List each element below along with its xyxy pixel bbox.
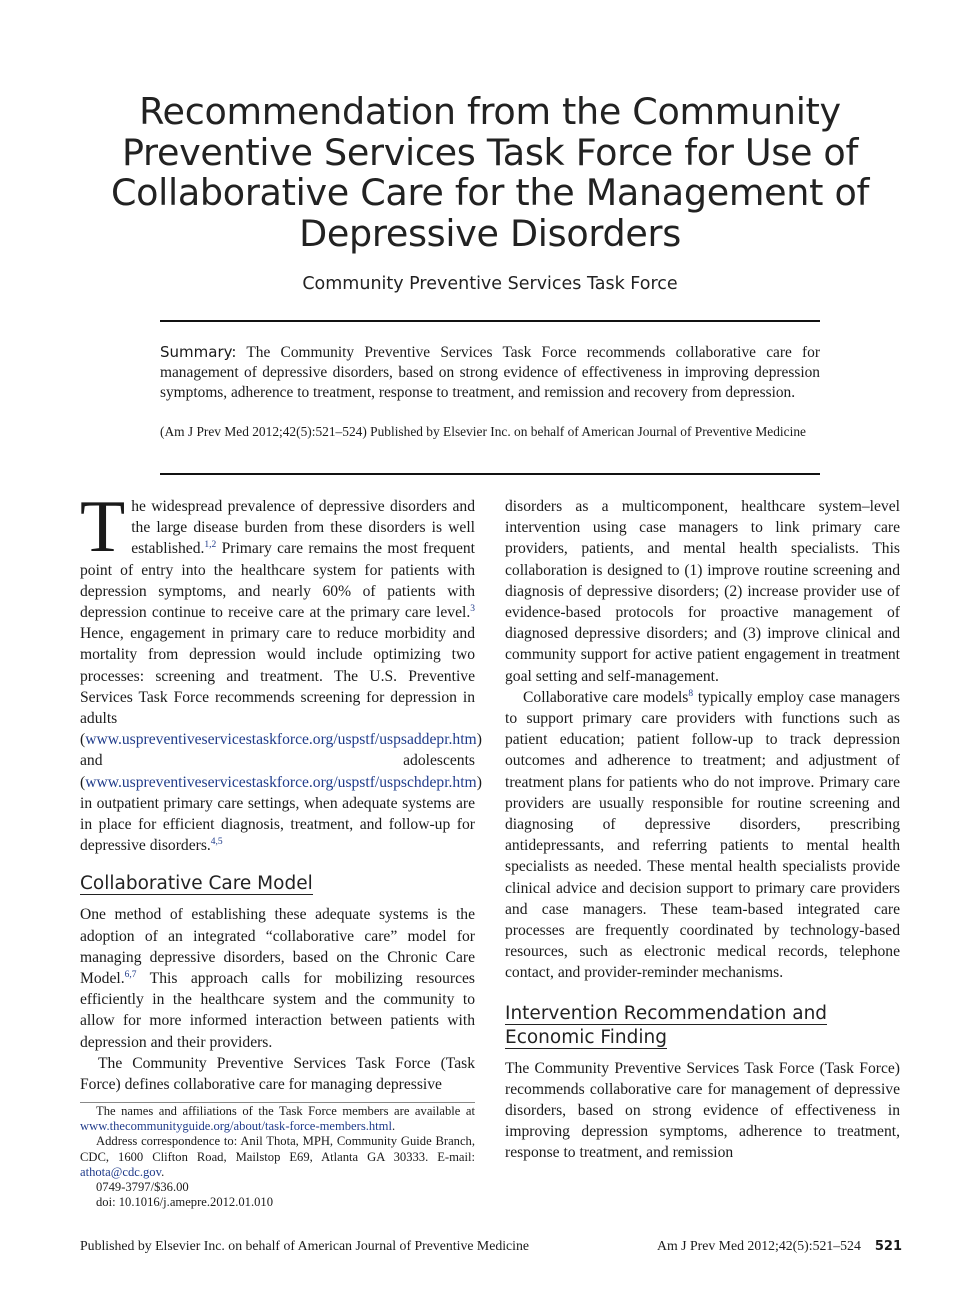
article-author: Community Preventive Services Task Force: [302, 274, 678, 294]
page-footer: [80, 1238, 902, 1258]
reference-6-7[interactable]: 6,7: [124, 970, 137, 981]
intro-text-b: Primary care remains the most frequent point of entry into the healthcare system for patients with depression symptoms, and nearly 60% of patients with depression continue to receive care at the primary care level.: [80, 540, 475, 622]
adolescent-screening-link[interactable]: www.uspreventiveservicestaskforce.org/uspstf/uspschdepr.htm: [85, 773, 477, 791]
summary-text: The Community Preventive Services Task Force recommends collaborative care for management of depressive disorders, based on strong evidence of effectiveness in improving depression symptoms, adherence to treatment, response to treatment, and remission and recovery from depression.: [160, 344, 820, 401]
models-paragraph: [505, 687, 900, 984]
adult-screening-link[interactable]: www.uspreventiveservicestaskforce.org/uspstf/uspsaddepr.htm: [85, 731, 477, 749]
footnote-correspondence: Address correspondence to: Anil Thota, MPH, Community Guide Branch, CDC, 1600 Clifton Road, Mailstop E69, Atlanta GA 30333. E-mail: athota@cdc.gov.: [80, 1134, 475, 1179]
heading-intervention-recommendation: [505, 1002, 900, 1050]
task-force-members-link[interactable]: www.thecommunityguide.org/about/task-force-members.html: [80, 1119, 392, 1134]
models-text-b: typically employ case managers to support primary care providers with functions such as patient education; patient follow-up to track depression outcomes and adherence to treatment; and adjustment of treatment plans for patients who do not improve. Primary care providers are usually responsible for routine screening and diagnosing of depressive disorders, prescribing antidepressants, and referring patients to mental health specialists as needed. These mental health specialists provide clinical advice and decision support to primary care providers and case managers. These team-based integrated care processes are frequently coordinated by technology-based resources, such as electronic medical records, telephone contact, and provider-reminder mechanisms.: [505, 688, 900, 982]
model-paragraph: [80, 904, 475, 1052]
heading-2-text: Intervention Recommendation and Economic Finding: [505, 1002, 828, 1048]
intro-paragraph: [80, 486, 482, 856]
intro-text-e: ) in outpatient primary care settings, when adequate systems are in place for efficient diagnosis, treatment, and follow-up for depressive disorders.: [80, 773, 482, 855]
definition-paragraph-start: The Community Preventive Services Task Force (Task Force) defines collaborative care for managing depressive: [80, 1054, 475, 1094]
summary-label: Summary:: [160, 343, 237, 361]
page-number: 521: [874, 1239, 902, 1254]
summary-top-rule: [160, 320, 820, 322]
footer-journal-ref: Am J Prev Med 2012;42(5):521–524: [656, 1238, 861, 1253]
footnotes: [80, 1104, 475, 1210]
footer-publisher: Published by Elsevier Inc. on behalf of American Journal of Preventive Medicine: [80, 1238, 530, 1253]
model-text-b: This approach calls for mobilizing resources efficiently in the healthcare system and the community to allow for more informed interaction between patients with depression and their providers.: [80, 970, 475, 1051]
left-column: [80, 486, 482, 1095]
heading-1-text: Collaborative Care Model: [80, 873, 313, 895]
footnote-rule: [80, 1102, 475, 1103]
heading-collaborative-care-model: [80, 872, 475, 896]
models-text-a: Collaborative care models: [523, 688, 689, 706]
intro-text-a: he widespread prevalence of depressive disorders and the large disease burden from these disorders is well established.: [131, 498, 475, 558]
summary-bottom-rule: [160, 473, 820, 475]
model-text-a: One method of establishing these adequate systems is the adoption of an integrated “collaborative care” model for managing depressive disorders, based on the Chronic Care Model.: [80, 906, 475, 988]
drop-cap: T: [80, 486, 126, 568]
reference-3[interactable]: 3: [470, 604, 475, 615]
right-column: [505, 496, 900, 1164]
footer-journal: [657, 1238, 902, 1254]
footnote-members: The names and affiliations of the Task Force members are available at www.thecommunityguide.org/about/task-force-members.html.: [80, 1104, 475, 1134]
footnote-doi: doi: 10.1016/j.amepre.2012.01.010: [96, 1195, 273, 1210]
footnote-members-text: The names and affiliations of the Task Force members are available at: [96, 1104, 475, 1118]
definition-paragraph-continued: disorders as a multicomponent, healthcare system–level intervention using case managers to link primary care providers, patients, and mental health specialists. This collaboration is designed to (1) improve routine screening and diagnosis of depressive disorders; (2) increase provider use of evidence-based protocols for proactive management of diagnosed depressive disorders; and (3) improve clinical and community support for active patient engagement in treatment goal setting and self-management.: [505, 498, 900, 685]
summary-block: [160, 342, 820, 403]
citation-line: (Am J Prev Med 2012;42(5):521–524) Published by Elsevier Inc. on behalf of American Journal of Preventive Medicine: [160, 424, 806, 439]
email-link[interactable]: athota@cdc.gov: [80, 1164, 162, 1179]
reference-4-5[interactable]: 4,5: [210, 837, 223, 848]
reference-8[interactable]: 8: [688, 688, 694, 699]
intro-text-d: ) and adolescents (: [80, 731, 482, 791]
recommendation-paragraph: The Community Preventive Services Task Force (Task Force) recommends collaborative care for management of depressive disorders, based on strong evidence of effectiveness in improving depression symptoms, adherence to treatment, response to treatment, and remission: [505, 1059, 900, 1162]
reference-1-2[interactable]: 1,2: [204, 540, 217, 551]
footnote-correspondence-text: Address correspondence to: Anil Thota, MPH, Community Guide Branch, CDC, 1600 Clifton Road, Mailstop E69, Atlanta GA 30333. E-mail:: [80, 1134, 475, 1164]
article-title: Recommendation from the Community Preventive Services Task Force for Use of Collaborative Care for the Management of Depressive Disorders: [110, 90, 870, 255]
intro-text-c: Hence, engagement in primary care to reduce morbidity and mortality from depression would include optimizing two processes: screening and treatment. The U.S. Preventive Services Task Force recommends screening for depression in adults (: [80, 625, 475, 749]
footnote-issn: 0749-3797/$36.00: [96, 1180, 189, 1195]
